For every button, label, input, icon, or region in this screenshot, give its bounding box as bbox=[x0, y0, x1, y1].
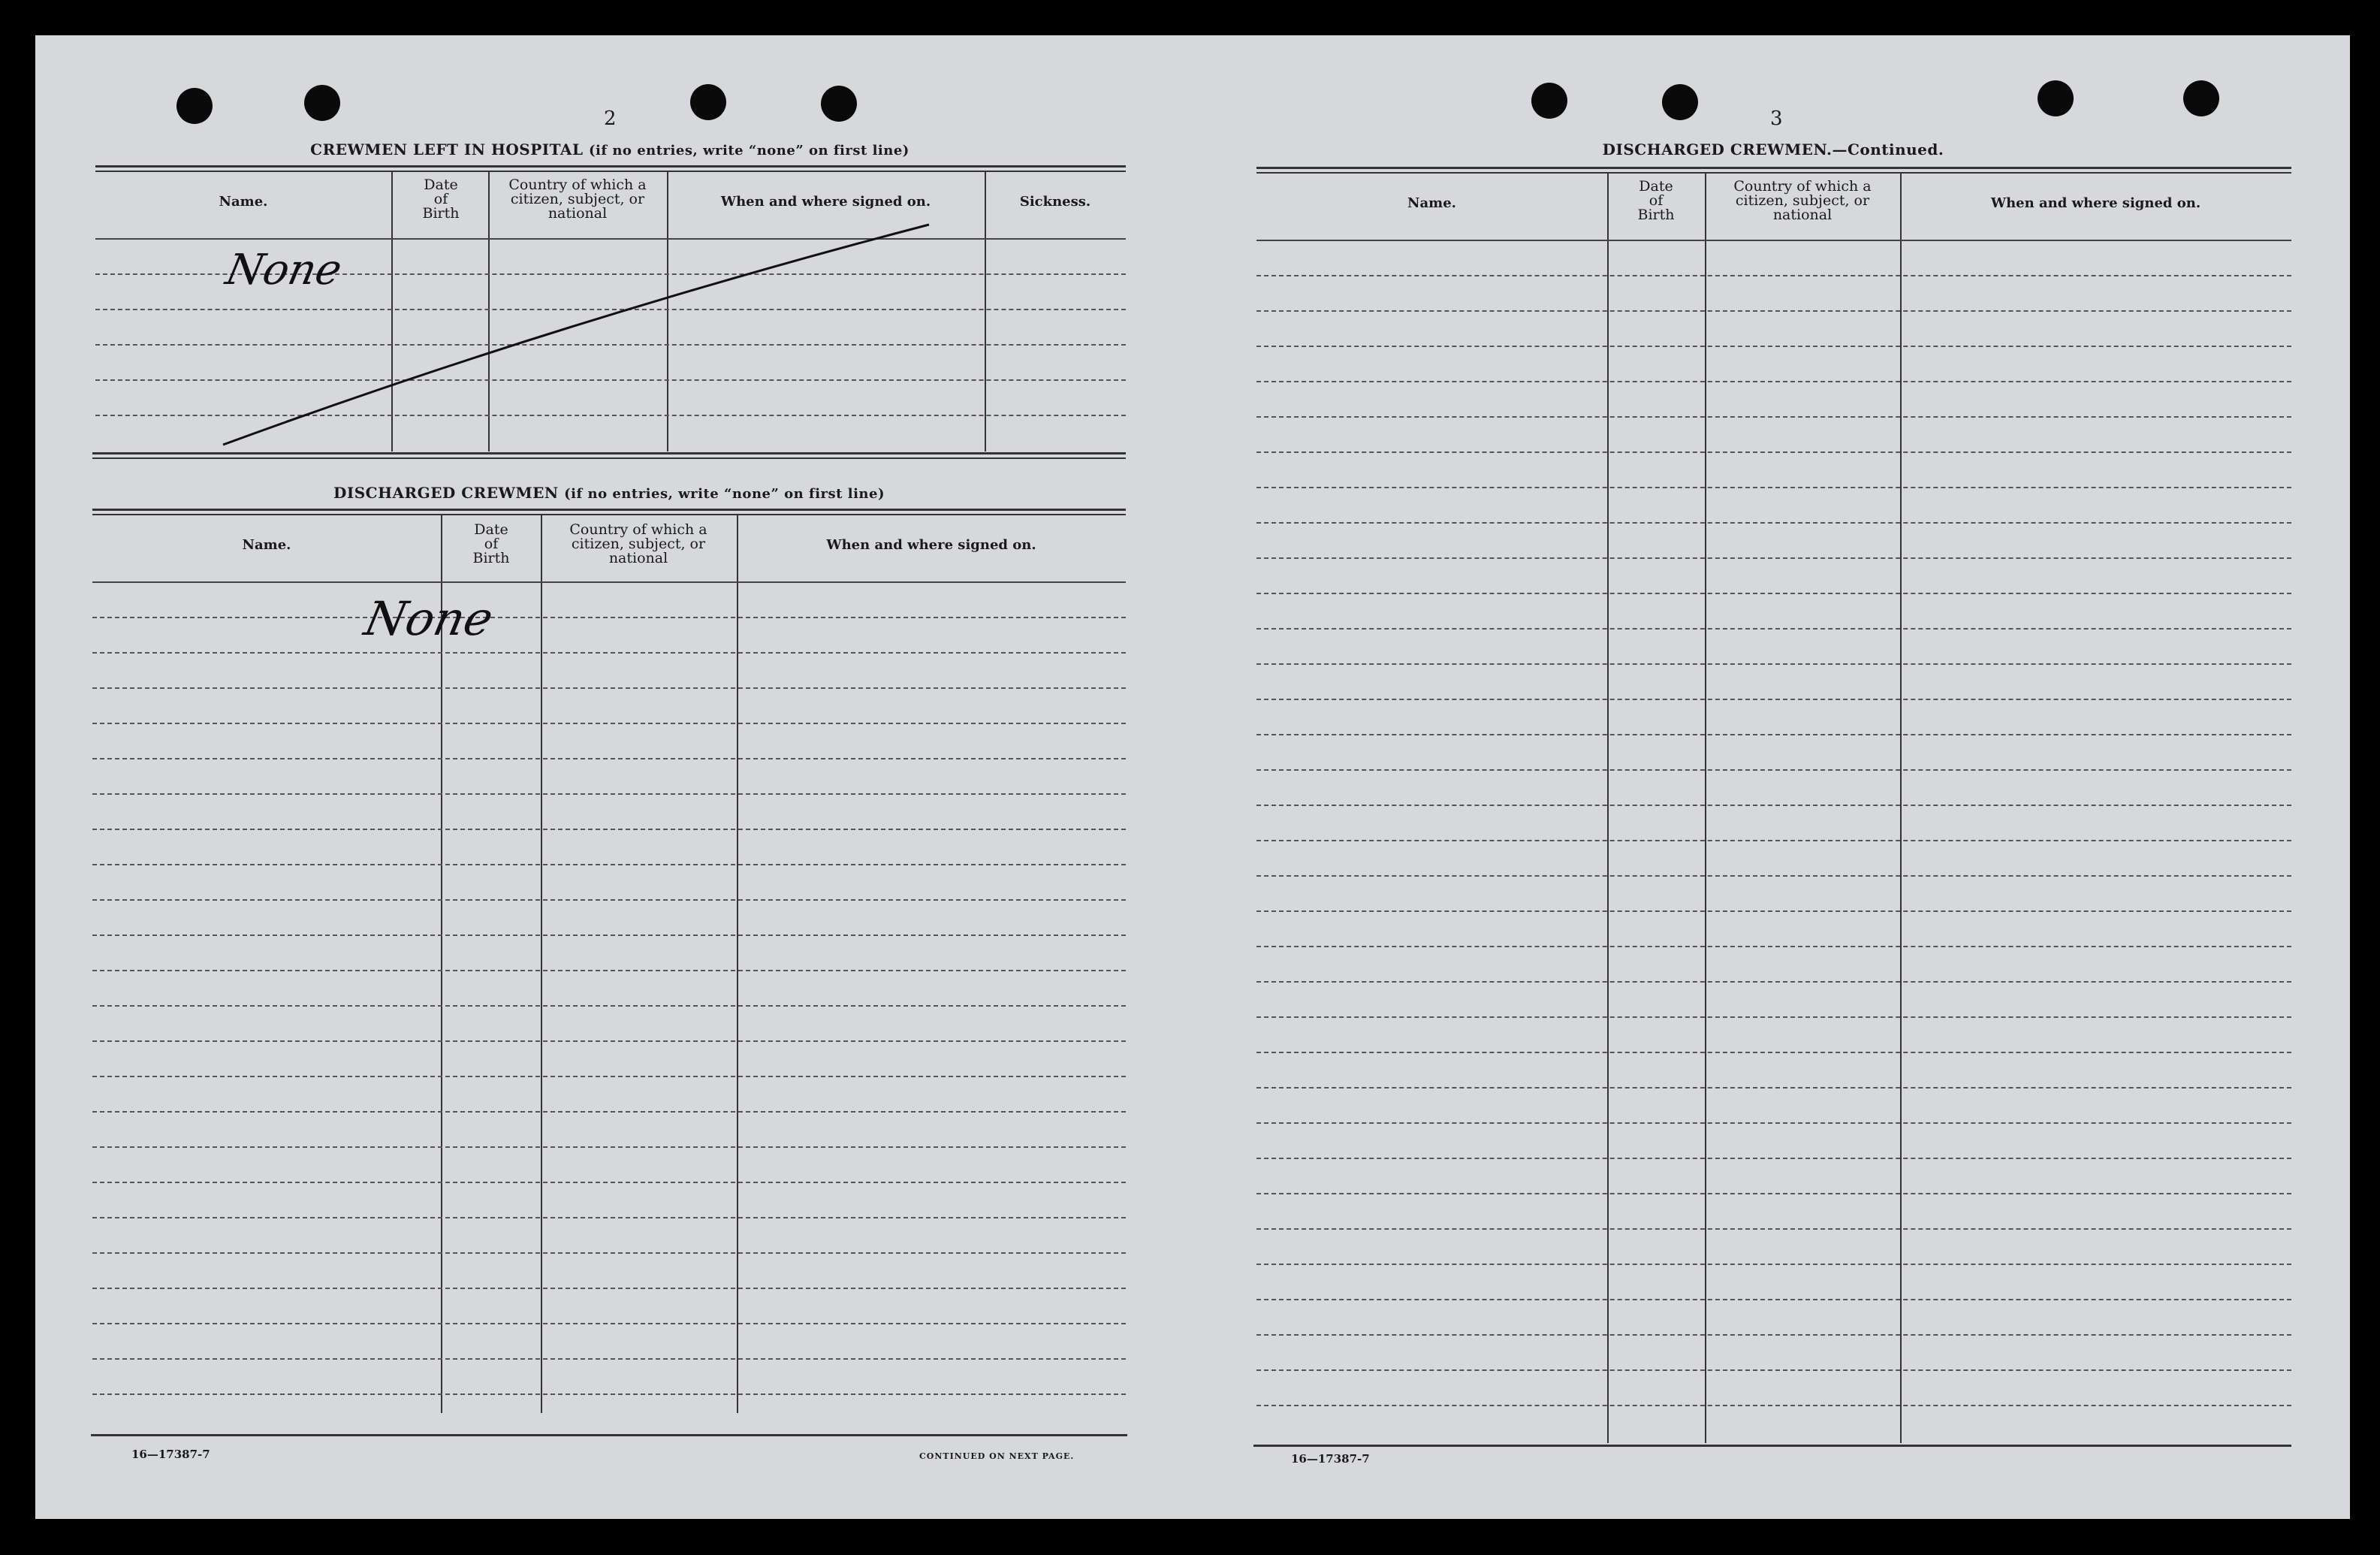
column-header-sickness: Sickness. bbox=[1019, 194, 1091, 210]
discharged-table bbox=[92, 515, 1126, 1413]
column-divider bbox=[1705, 174, 1706, 1443]
entry-line bbox=[92, 1111, 1126, 1113]
entry-line bbox=[1256, 416, 2291, 418]
form-number: 16—17387-7 bbox=[1291, 1452, 1370, 1466]
column-header-name: Name. bbox=[1407, 195, 1456, 211]
page-number: 2 bbox=[604, 107, 617, 130]
entry-line bbox=[92, 617, 1126, 618]
punch-hole bbox=[1662, 84, 1698, 120]
column-header-date-of-birth: Date of Birth bbox=[422, 177, 460, 222]
column-header-name: Name. bbox=[242, 537, 291, 553]
entry-line bbox=[92, 1076, 1126, 1077]
entry-line bbox=[1256, 451, 2291, 453]
form-number: 16—17387-7 bbox=[131, 1448, 210, 1461]
entry-line bbox=[92, 970, 1126, 971]
column-header-signed-on: When and where signed on. bbox=[826, 537, 1036, 553]
entry-line bbox=[1256, 1158, 2291, 1159]
page-number: 3 bbox=[1770, 107, 1783, 130]
entry-line bbox=[92, 1358, 1126, 1360]
entry-line bbox=[92, 864, 1126, 865]
entry-line bbox=[1256, 381, 2291, 382]
entry-line bbox=[1256, 1334, 2291, 1336]
column-divider bbox=[1607, 174, 1609, 1443]
entry-line bbox=[1256, 875, 2291, 877]
column-divider bbox=[1900, 174, 1902, 1443]
entry-line bbox=[1256, 1228, 2291, 1230]
entry-line bbox=[92, 1393, 1126, 1395]
entry-line bbox=[1256, 1122, 2291, 1124]
column-header-name: Name. bbox=[219, 194, 268, 210]
entry-line bbox=[1256, 910, 2291, 912]
entry-line bbox=[1256, 346, 2291, 347]
entry-line bbox=[1256, 769, 2291, 771]
right-bottom-rule bbox=[1253, 1445, 2291, 1447]
entry-line bbox=[92, 1005, 1126, 1007]
entry-line bbox=[1256, 1016, 2291, 1018]
entry-line bbox=[92, 723, 1126, 724]
entry-line bbox=[1256, 1264, 2291, 1265]
entry-line bbox=[1256, 946, 2291, 947]
entry-line bbox=[92, 758, 1126, 759]
column-header-signed-on: When and where signed on. bbox=[1990, 195, 2201, 211]
entry-line bbox=[1256, 310, 2291, 312]
entry-line bbox=[92, 1288, 1126, 1289]
column-header-signed-on: When and where signed on. bbox=[720, 194, 931, 210]
entry-line bbox=[1256, 1087, 2291, 1088]
entry-line bbox=[1256, 1405, 2291, 1406]
entry-line bbox=[92, 1040, 1126, 1042]
discharged-top-rule bbox=[92, 509, 1126, 511]
entry-line bbox=[1256, 663, 2291, 665]
column-divider bbox=[737, 515, 738, 1413]
discharged-title-text: DISCHARGED CREWMEN bbox=[333, 484, 559, 502]
handwritten-entry: None bbox=[360, 591, 498, 646]
discharged-instruction: (if no entries, write “none” on first line) bbox=[564, 486, 885, 502]
handwritten-entry: None bbox=[222, 246, 346, 294]
punch-hole bbox=[2038, 80, 2074, 116]
entry-line bbox=[1256, 275, 2291, 276]
column-header-date-of-birth: Date of Birth bbox=[472, 521, 510, 566]
entry-line bbox=[92, 1182, 1126, 1183]
header-underline bbox=[92, 581, 1126, 583]
strike-through-line bbox=[35, 35, 1012, 486]
entry-line bbox=[1256, 1193, 2291, 1194]
entry-line bbox=[1256, 628, 2291, 630]
entry-line bbox=[1256, 734, 2291, 735]
entry-line bbox=[1256, 699, 2291, 700]
continued-table bbox=[1256, 174, 2291, 1443]
entry-line bbox=[92, 829, 1126, 830]
entry-line bbox=[92, 1323, 1126, 1324]
form-sheet bbox=[35, 35, 2350, 1519]
right-top-rule bbox=[1256, 167, 2291, 169]
entry-line bbox=[1256, 805, 2291, 806]
entry-line bbox=[1256, 557, 2291, 559]
entry-line bbox=[1256, 1052, 2291, 1053]
continued-section-title: DISCHARGED CREWMEN.—Continued. bbox=[1602, 140, 1944, 159]
continued-note: CONTINUED ON NEXT PAGE. bbox=[919, 1451, 1075, 1461]
entry-line bbox=[92, 687, 1126, 689]
column-header-country: Country of which a citizen, subject, or national bbox=[1733, 178, 1872, 223]
discharged-section-title bbox=[92, 484, 1126, 502]
discharged-bottom-rule bbox=[91, 1434, 1127, 1436]
column-header-country: Country of which a citizen, subject, or national bbox=[569, 521, 707, 566]
punch-hole bbox=[2183, 80, 2219, 116]
entry-line bbox=[1256, 593, 2291, 594]
column-divider bbox=[441, 515, 442, 1413]
column-header-country: Country of which a citizen, subject, or national bbox=[508, 177, 647, 222]
entry-line bbox=[1256, 1299, 2291, 1300]
entry-line bbox=[92, 935, 1126, 936]
entry-line bbox=[1256, 981, 2291, 983]
column-divider bbox=[541, 515, 542, 1413]
punch-hole bbox=[1531, 83, 1567, 119]
entry-line bbox=[92, 1252, 1126, 1254]
entry-line bbox=[1256, 487, 2291, 488]
column-header-date-of-birth: Date of Birth bbox=[1637, 178, 1675, 223]
entry-line bbox=[92, 1146, 1126, 1148]
hospital-instruction: (if no entries, write “none” on first line) bbox=[588, 143, 909, 159]
entry-line bbox=[92, 1217, 1126, 1218]
entry-line bbox=[1256, 840, 2291, 841]
entry-line bbox=[92, 793, 1126, 795]
entry-line bbox=[1256, 1369, 2291, 1371]
entry-line bbox=[1256, 522, 2291, 524]
header-underline bbox=[1256, 240, 2291, 241]
hospital-title-text: CREWMEN LEFT IN HOSPITAL bbox=[310, 140, 584, 159]
entry-line bbox=[92, 652, 1126, 654]
entry-line bbox=[92, 899, 1126, 901]
